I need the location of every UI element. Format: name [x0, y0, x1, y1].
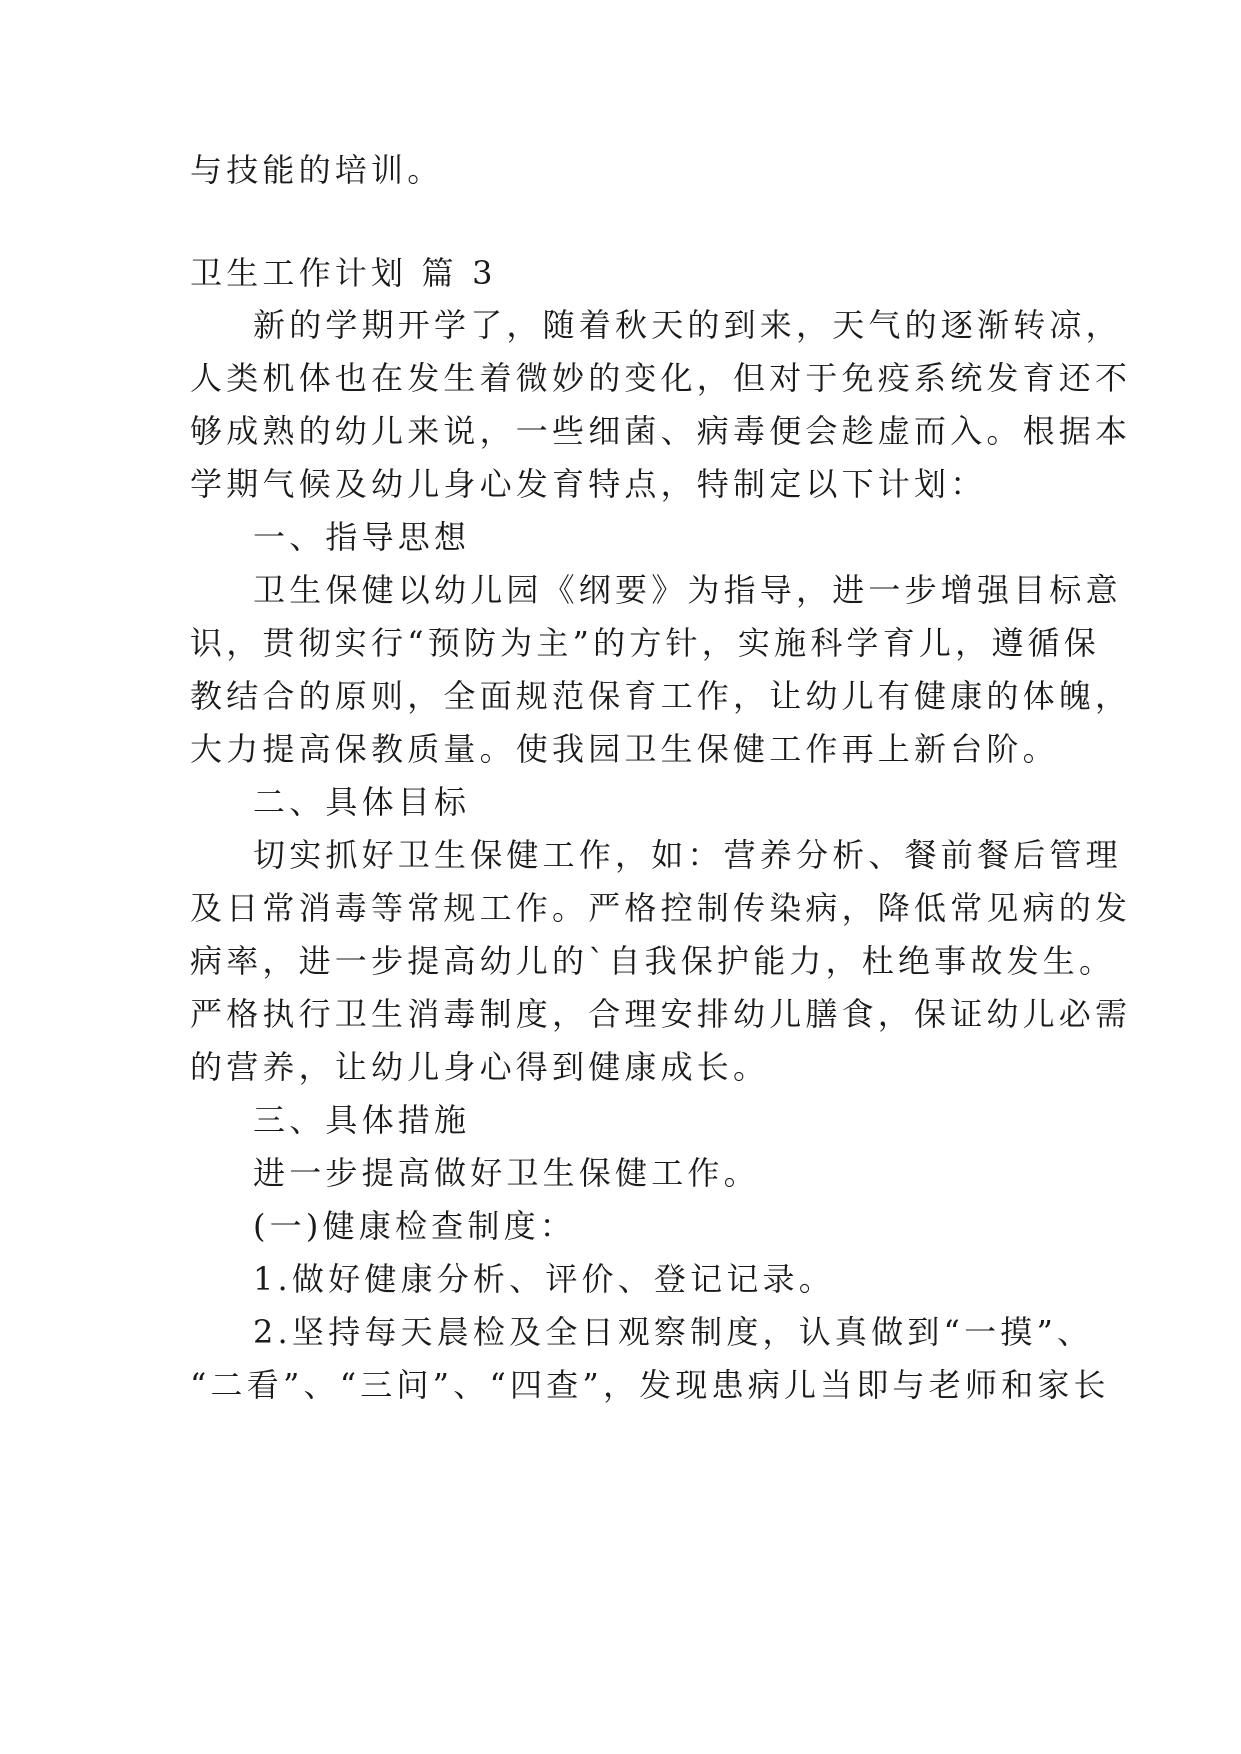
goal-line-5: 的营养，让幼儿身心得到健康成长。: [190, 1048, 770, 1086]
sub-heading-health-check: (一)健康检查制度：: [253, 1207, 576, 1245]
guiding-line-3: 教结合的原则，全面规范保育工作，让幼儿有健康的体魄，: [190, 677, 1132, 715]
goal-line-3: 病率，进一步提高幼儿的`自我保护能力，杜绝事故发生。: [190, 942, 1116, 980]
goal-line-4: 严格执行卫生消毒制度，合理安排幼儿膳食，保证幼儿必需: [190, 995, 1132, 1033]
goal-line-2: 及日常消毒等常规工作。严格控制传染病，降低常见病的发: [190, 889, 1132, 927]
guiding-line-1: 卫生保健以幼儿园《纲要》为指导，进一步增强目标意: [253, 571, 1122, 609]
heading-guiding-thought: 一、指导思想: [253, 518, 471, 556]
list-item-2-line-2: “二看”、“三问”、“四查”，发现患病儿当即与老师和家长: [190, 1366, 1110, 1404]
intro-line-2: 人类机体也在发生着微妙的变化，但对于免疫系统发育还不: [190, 359, 1132, 397]
intro-line-3: 够成熟的幼儿来说，一些细菌、病毒便会趁虚而入。根据本: [190, 412, 1132, 450]
continuation-line: 与技能的培训。: [190, 151, 444, 189]
guiding-line-4: 大力提高保教质量。使我园卫生保健工作再上新台阶。: [190, 730, 1059, 768]
heading-specific-goals: 二、具体目标: [253, 783, 471, 821]
guiding-line-2: 识，贯彻实行“预防为主”的方针，实施科学育儿，遵循保: [190, 624, 1100, 662]
section-title: 卫生工作计划 篇 3: [190, 254, 497, 292]
goal-line-1: 切实抓好卫生保健工作，如：营养分析、餐前餐后管理: [253, 836, 1122, 874]
heading-specific-measures: 三、具体措施: [253, 1101, 471, 1139]
list-item-1: 1.做好健康分析、评价、登记记录。: [253, 1260, 835, 1298]
list-item-2-line-1: 2.坚持每天晨检及全日观察制度，认真做到“一摸”、: [253, 1313, 1094, 1351]
intro-line-4: 学期气候及幼儿身心发育特点，特制定以下计划：: [190, 465, 987, 503]
measures-intro: 进一步提高做好卫生保健工作。: [253, 1154, 760, 1192]
intro-line-1: 新的学期开学了，随着秋天的到来，天气的逐渐转凉，: [253, 306, 1122, 344]
